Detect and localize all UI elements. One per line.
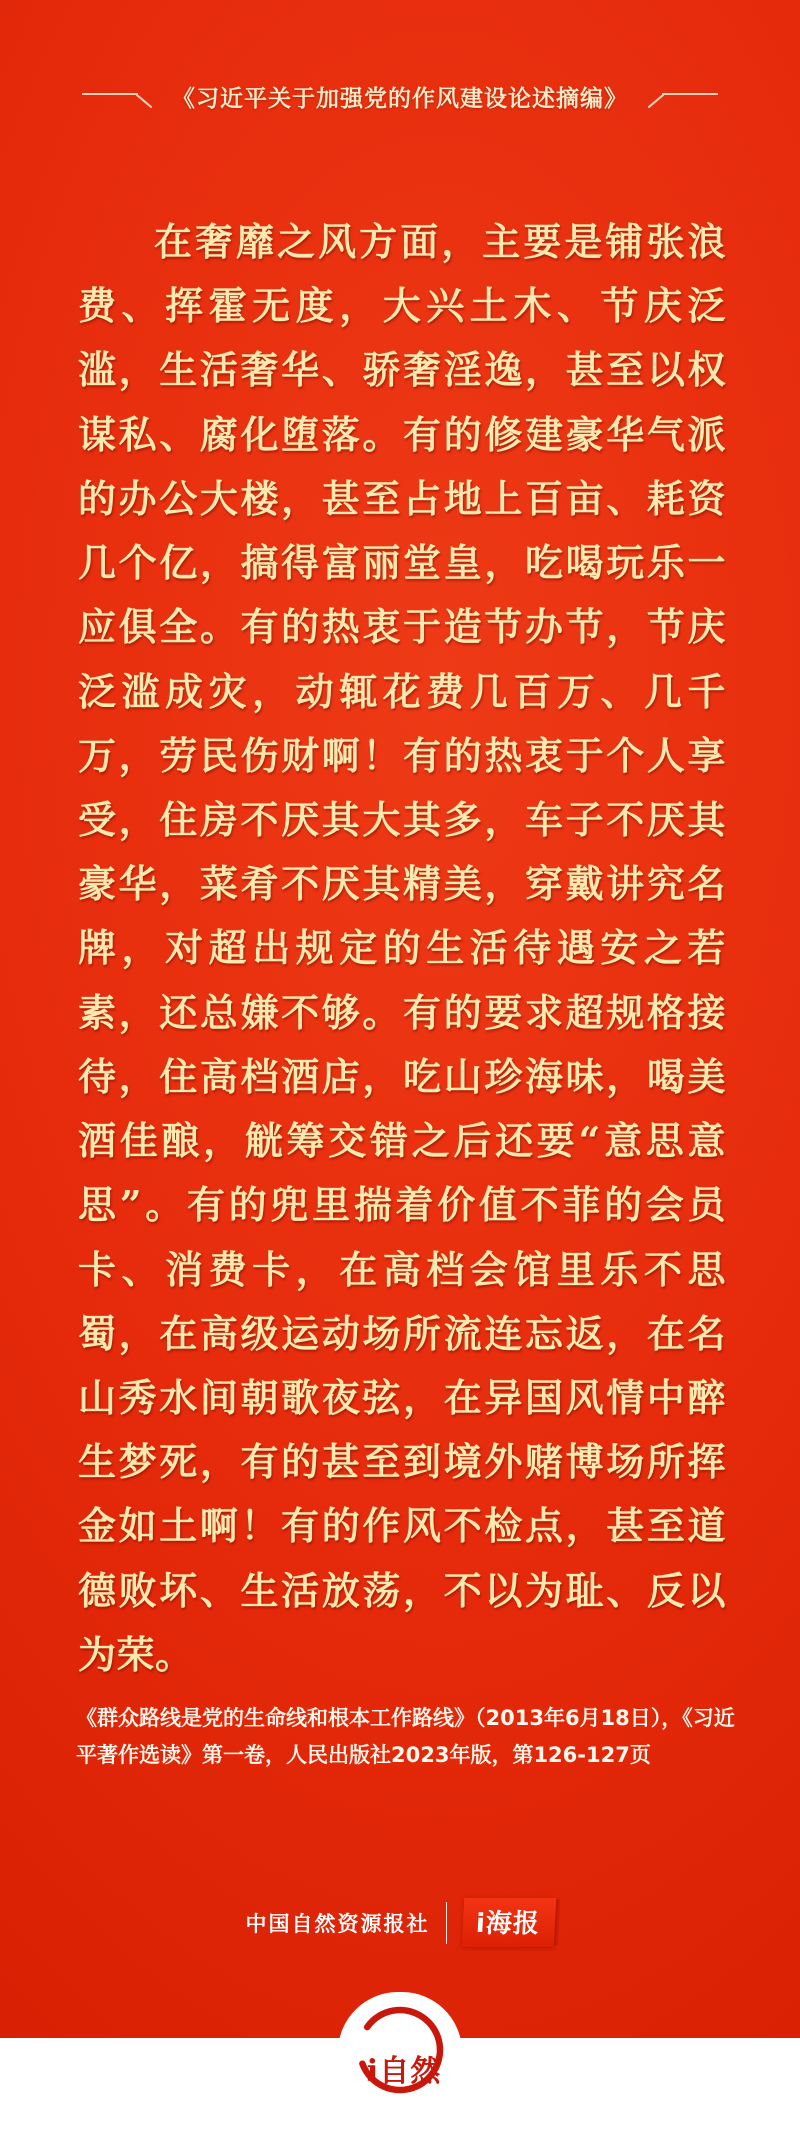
quote-paragraph: 在奢靡之风方面，主要是铺张浪费、挥霍无度，大兴土木、节庆泛滥，生活奢华、骄奢淫逸，甚至以权谋私、腐化堕落。有的修建豪华气派的办公大楼，甚至占地上百亩、耗资几个亿，搞得富丽堂皇，吃喝玩乐一应俱全。有的热衷于造节办节，节庆泛滥成灾，动辄花费几百万、几千万，劳民伤财啊！有的热衷于个人享受，住房不厌其大其多，车子不厌其豪华，菜肴不厌其精美，穿戴讲究名牌，对超出规定的生活待遇安之若素，还总嫌不够。有的要求超规格接待，住高档酒店，吃山珍海味，喝美酒佳酿，觥筹交错之后还要“意思意思”。有的兜里揣着价值不菲的会员卡、消费卡，在高档会馆里乐不思蜀，在高级运动场所流连忘返，在名山秀水间朝歌夜弦，在异国风情中醉生梦死，有的甚至到境外赌博场所挥金如土啊！有的作风不检点，甚至道德败坏、生活放荡，不以为耻、反以为荣。 — [78, 219, 726, 1677]
left-ornament-line — [82, 84, 160, 110]
source-citation: 《群众路线是党的生命线和根本工作路线》（2013年6月18日），《习近平著作选读》第一卷，人民出版社2023年版，第126-127页 — [76, 1706, 735, 1767]
ihaibao-badge: i海报 — [461, 1898, 555, 1947]
inature-logo-text: i自然 — [366, 2054, 442, 2089]
page-title: 《习近平关于加强党的作风建设论述摘编》 — [172, 85, 628, 112]
publisher-name: 中国自然资源报社 — [245, 1910, 430, 1936]
footer-brand-row — [0, 1898, 800, 1947]
header — [0, 80, 800, 113]
right-ornament-line — [640, 84, 718, 110]
vertical-divider — [446, 1902, 447, 1944]
